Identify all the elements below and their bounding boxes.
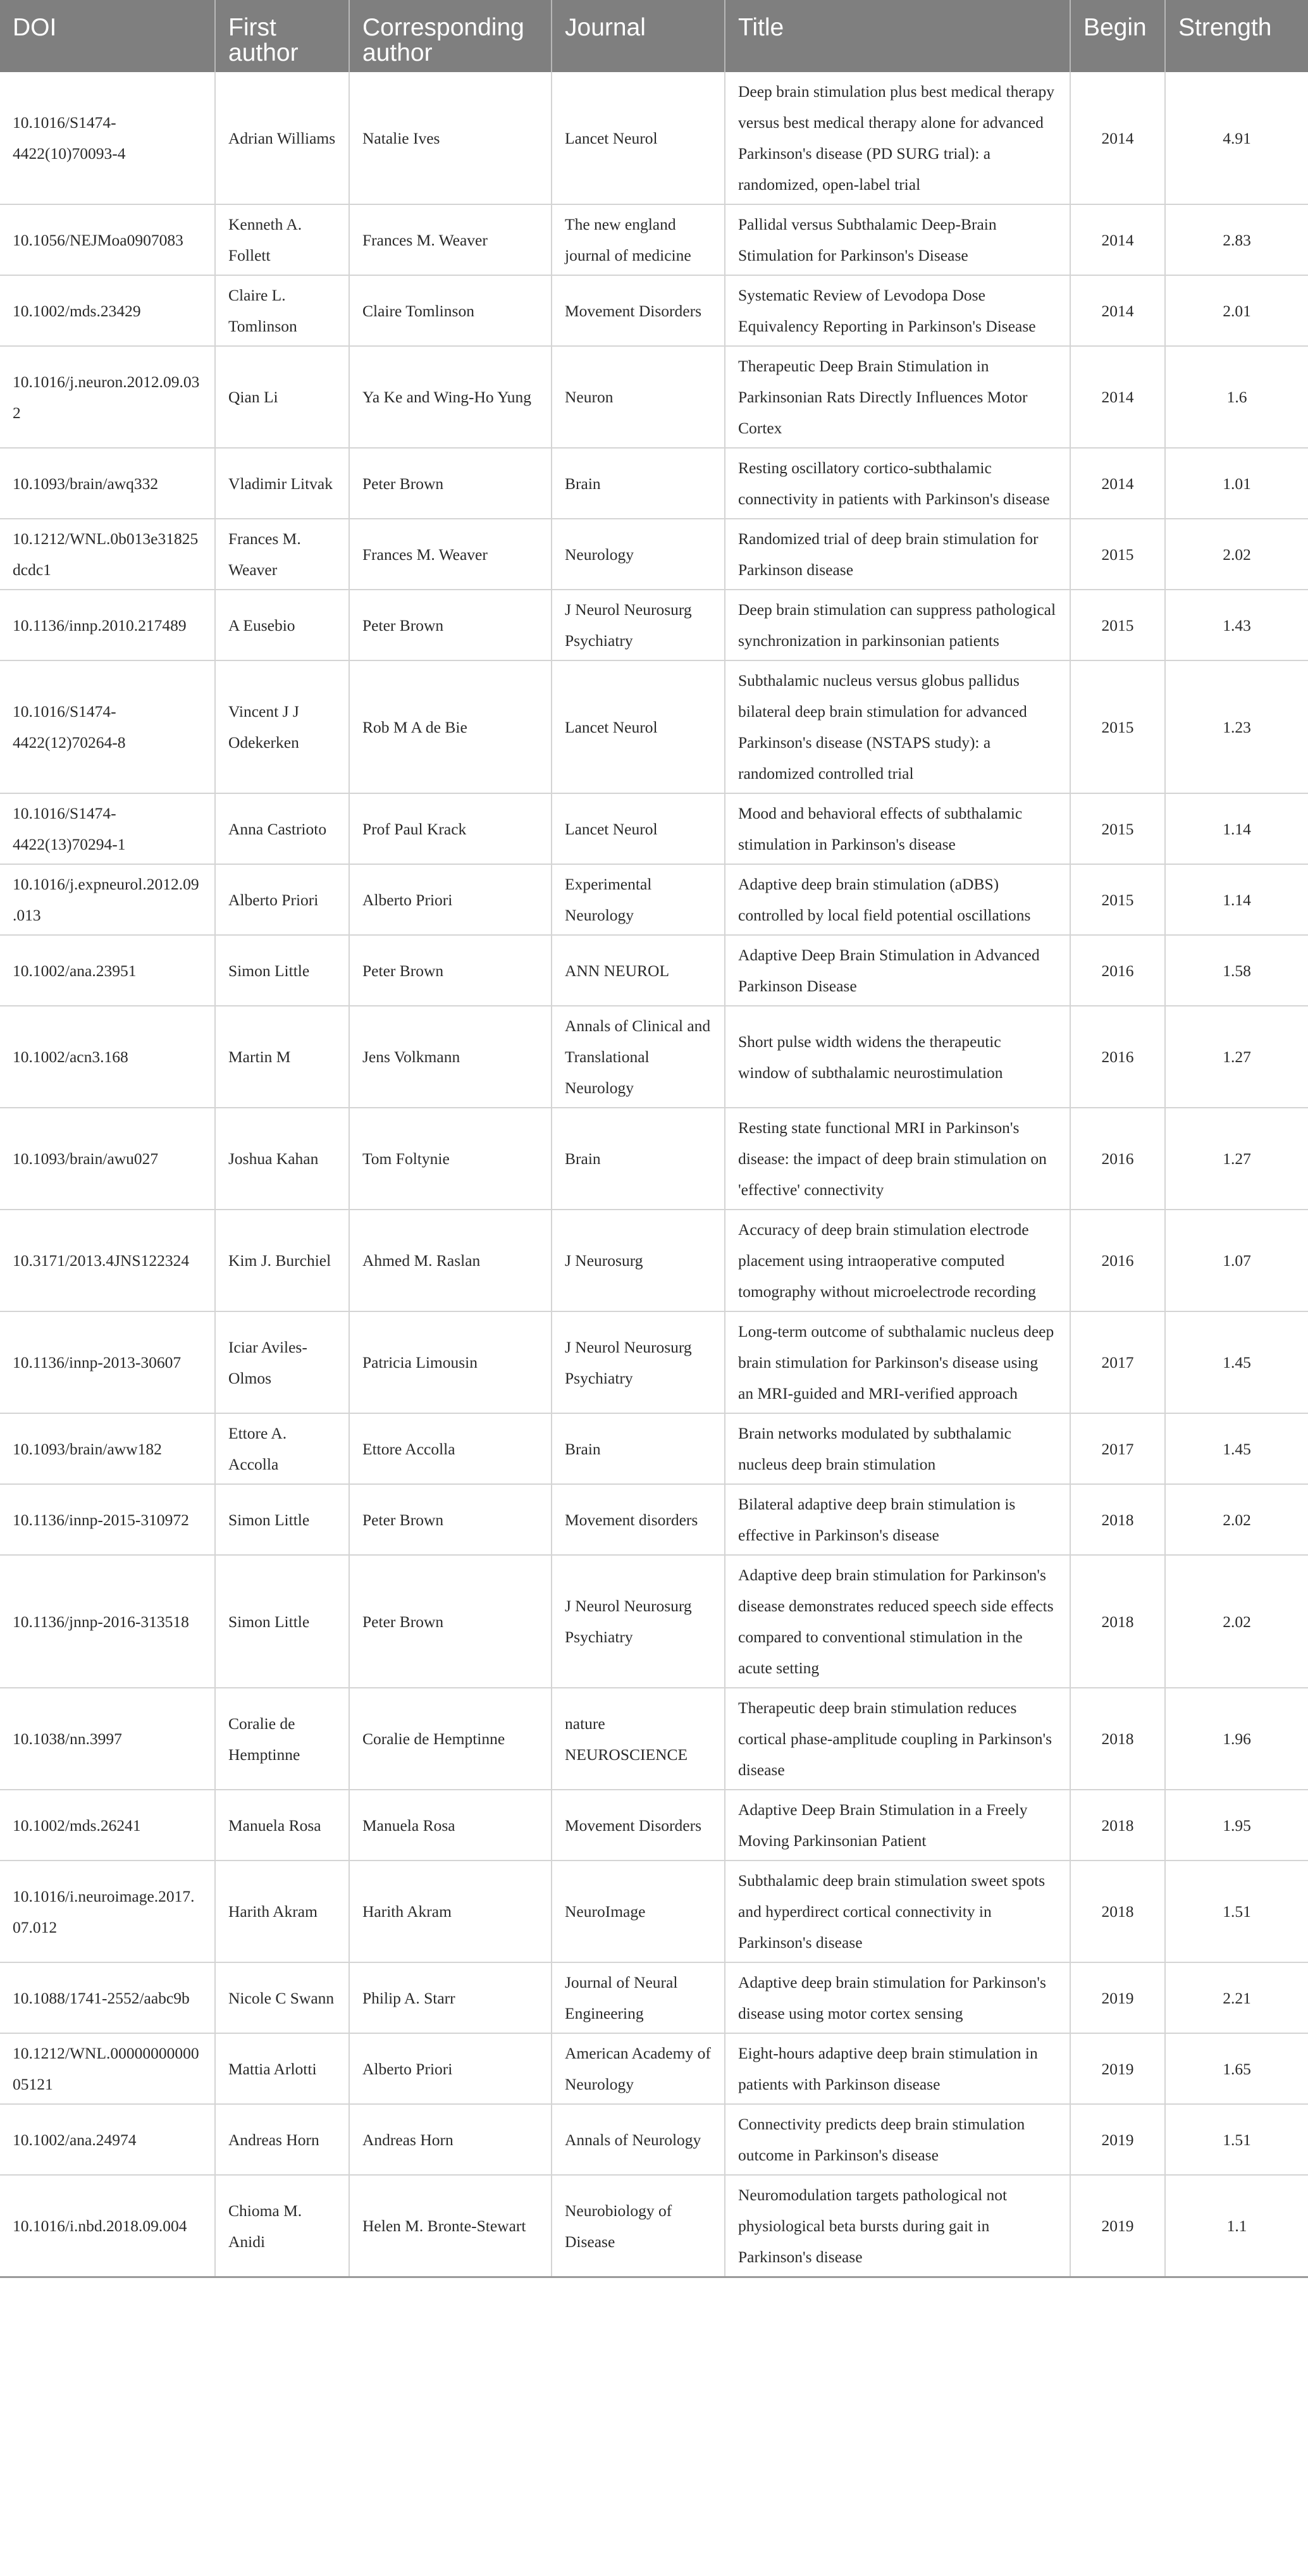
cell-corresponding-author: Philip A. Starr [349,1962,552,2033]
cell-title: Resting oscillatory cortico-subthalamic connectivity in patients with Parkinson's disease [725,448,1070,519]
cell-begin: 2017 [1070,1413,1165,1484]
cell-journal: Brain [552,448,725,519]
cell-first-author: Vladimir Litvak [215,448,349,519]
cell-strength: 2.02 [1165,519,1308,590]
cell-title: Systematic Review of Levodopa Dose Equivalency Reporting in Parkinson's Disease [725,275,1070,346]
cell-corresponding-author: Peter Brown [349,1555,552,1688]
table-row [0,1210,1308,1311]
cell-doi: 10.1136/innp-2013-30607 [0,1311,215,1413]
cell-corresponding-author: Peter Brown [349,448,552,519]
cell-title: Randomized trial of deep brain stimulation for Parkinson disease [725,519,1070,590]
column-header-strength: Strength [1165,0,1308,72]
cell-doi: 10.3171/2013.4JNS122324 [0,1210,215,1311]
table-row [0,72,1308,204]
cell-title: Deep brain stimulation can suppress pathological synchronization in parkinsonian patients [725,590,1070,660]
cell-first-author: Simon Little [215,1555,349,1688]
cell-journal: Experimental Neurology [552,864,725,935]
cell-doi: 10.1212/WNL.0b013e31825dcdc1 [0,519,215,590]
cell-corresponding-author: Alberto Priori [349,864,552,935]
cell-doi: 10.1093/brain/awq332 [0,448,215,519]
cell-title: Long-term outcome of subthalamic nucleus deep brain stimulation for Parkinson's disease using an MRI-guided and MRI-verified approach [725,1311,1070,1413]
column-header-title: Title [725,0,1070,72]
cell-doi: 10.1016/i.nbd.2018.09.004 [0,2175,215,2277]
cell-strength: 1.6 [1165,346,1308,448]
cell-doi: 10.1002/ana.24974 [0,2104,215,2175]
table-row [0,590,1308,660]
cell-corresponding-author: Ettore Accolla [349,1413,552,1484]
cell-doi: 10.1016/S1474-4422(12)70264-8 [0,660,215,793]
cell-title: Resting state functional MRI in Parkinson's disease: the impact of deep brain stimulation on 'effective' connectivity [725,1108,1070,1210]
cell-first-author: Joshua Kahan [215,1108,349,1210]
cell-doi: 10.1016/j.expneurol.2012.09.013 [0,864,215,935]
cell-corresponding-author: Ya Ke and Wing-Ho Yung [349,346,552,448]
table-row [0,2104,1308,2175]
header-row [0,0,1308,72]
column-header-first-author: First author [215,0,349,72]
cell-strength: 1.45 [1165,1413,1308,1484]
table-header [0,0,1308,72]
table-row [0,1688,1308,1790]
cell-title: Subthalamic nucleus versus globus pallidus bilateral deep brain stimulation for advanced Parkinson's disease (NSTAPS study): a randomized controlled trial [725,660,1070,793]
cell-first-author: Adrian Williams [215,72,349,204]
cell-begin: 2016 [1070,1210,1165,1311]
cell-corresponding-author: Coralie de Hemptinne [349,1688,552,1790]
column-header-corresponding-author: Corresponding author [349,0,552,72]
cell-first-author: Alberto Priori [215,864,349,935]
cell-strength: 1.58 [1165,935,1308,1006]
cell-begin: 2019 [1070,1962,1165,2033]
cell-begin: 2014 [1070,275,1165,346]
cell-strength: 1.45 [1165,1311,1308,1413]
cell-strength: 1.43 [1165,590,1308,660]
cell-journal: J Neurol Neurosurg Psychiatry [552,590,725,660]
table-row [0,660,1308,793]
cell-journal: Neuron [552,346,725,448]
cell-corresponding-author: Prof Paul Krack [349,793,552,864]
table-row [0,1555,1308,1688]
cell-first-author: Iciar Aviles-Olmos [215,1311,349,1413]
cell-journal: Lancet Neurol [552,72,725,204]
cell-first-author: Ettore A. Accolla [215,1413,349,1484]
cell-first-author: Andreas Horn [215,2104,349,2175]
cell-strength: 1.27 [1165,1108,1308,1210]
cell-strength: 1.01 [1165,448,1308,519]
cell-journal: Movement Disorders [552,1790,725,1861]
table-row [0,519,1308,590]
cell-first-author: Simon Little [215,1484,349,1555]
cell-first-author: Coralie de Hemptinne [215,1688,349,1790]
cell-doi: 10.1093/brain/aww182 [0,1413,215,1484]
cell-doi: 10.1212/WNL.0000000000005121 [0,2033,215,2104]
cell-strength: 2.83 [1165,204,1308,275]
cell-corresponding-author: Helen M. Bronte-Stewart [349,2175,552,2277]
cell-corresponding-author: Claire Tomlinson [349,275,552,346]
cell-first-author: Qian Li [215,346,349,448]
cell-doi: 10.1002/ana.23951 [0,935,215,1006]
cell-corresponding-author: Harith Akram [349,1861,552,1962]
cell-journal: NeuroImage [552,1861,725,1962]
column-header-journal: Journal [552,0,725,72]
cell-begin: 2014 [1070,346,1165,448]
cell-title: Therapeutic deep brain stimulation reduces cortical phase-amplitude coupling in Parkinson's disease [725,1688,1070,1790]
cell-journal: Lancet Neurol [552,793,725,864]
cell-corresponding-author: Peter Brown [349,1484,552,1555]
cell-title: Adaptive Deep Brain Stimulation in a Freely Moving Parkinsonian Patient [725,1790,1070,1861]
cell-title: Accuracy of deep brain stimulation electrode placement using intraoperative computed tomography without microelectrode recording [725,1210,1070,1311]
cell-strength: 1.65 [1165,2033,1308,2104]
cell-title: Short pulse width widens the therapeutic window of subthalamic neurostimulation [725,1006,1070,1108]
cell-strength: 1.51 [1165,1861,1308,1962]
cell-doi: 10.1016/i.neuroimage.2017.07.012 [0,1861,215,1962]
cell-doi: 10.1016/j.neuron.2012.09.032 [0,346,215,448]
cell-strength: 1.51 [1165,2104,1308,2175]
cell-first-author: Manuela Rosa [215,1790,349,1861]
cell-corresponding-author: Patricia Limousin [349,1311,552,1413]
cell-title: Bilateral adaptive deep brain stimulation is effective in Parkinson's disease [725,1484,1070,1555]
cell-journal: Brain [552,1108,725,1210]
cell-journal: Neurology [552,519,725,590]
cell-strength: 2.01 [1165,275,1308,346]
table-row [0,864,1308,935]
table-row [0,2175,1308,2277]
cell-begin: 2016 [1070,1108,1165,1210]
cell-begin: 2019 [1070,2033,1165,2104]
cell-begin: 2015 [1070,793,1165,864]
table-row [0,1484,1308,1555]
cell-corresponding-author: Alberto Priori [349,2033,552,2104]
cell-doi: 10.1016/S1474-4422(10)70093-4 [0,72,215,204]
cell-corresponding-author: Natalie Ives [349,72,552,204]
cell-begin: 2015 [1070,864,1165,935]
cell-begin: 2014 [1070,72,1165,204]
table-row [0,1790,1308,1861]
cell-journal: Movement disorders [552,1484,725,1555]
cell-first-author: Mattia Arlotti [215,2033,349,2104]
table-row [0,1962,1308,2033]
cell-doi: 10.1136/jnnp-2016-313518 [0,1555,215,1688]
table-row [0,793,1308,864]
cell-first-author: Claire L. Tomlinson [215,275,349,346]
cell-strength: 1.07 [1165,1210,1308,1311]
cell-begin: 2015 [1070,519,1165,590]
cell-strength: 2.21 [1165,1962,1308,2033]
cell-begin: 2015 [1070,660,1165,793]
cell-corresponding-author: Peter Brown [349,590,552,660]
column-header-begin: Begin [1070,0,1165,72]
cell-strength: 1.1 [1165,2175,1308,2277]
cell-journal: ANN NEUROL [552,935,725,1006]
cell-journal: Lancet Neurol [552,660,725,793]
cell-first-author: Nicole C Swann [215,1962,349,2033]
cell-begin: 2018 [1070,1484,1165,1555]
cell-begin: 2017 [1070,1311,1165,1413]
cell-journal: Brain [552,1413,725,1484]
cell-journal: Journal of Neural Engineering [552,1962,725,2033]
cell-strength: 4.91 [1165,72,1308,204]
cell-title: Adaptive deep brain stimulation for Parkinson's disease demonstrates reduced speech side effects compared to conventional stimulation in the acute setting [725,1555,1070,1688]
cell-journal: American Academy of Neurology [552,2033,725,2104]
cell-title: Neuromodulation targets pathological not physiological beta bursts during gait in Parkinson's disease [725,2175,1070,2277]
cell-begin: 2014 [1070,204,1165,275]
cell-first-author: Chioma M. Anidi [215,2175,349,2277]
cell-journal: Annals of Neurology [552,2104,725,2175]
table-row [0,935,1308,1006]
cell-doi: 10.1038/nn.3997 [0,1688,215,1790]
cell-first-author: Kim J. Burchiel [215,1210,349,1311]
cell-corresponding-author: Jens Volkmann [349,1006,552,1108]
cell-corresponding-author: Rob M A de Bie [349,660,552,793]
cell-journal: J Neurol Neurosurg Psychiatry [552,1555,725,1688]
cell-doi: 10.1136/innp.2010.217489 [0,590,215,660]
cell-corresponding-author: Peter Brown [349,935,552,1006]
cell-begin: 2019 [1070,2104,1165,2175]
cell-first-author: Simon Little [215,935,349,1006]
table-row [0,204,1308,275]
table-row [0,1006,1308,1108]
cell-title: Adaptive deep brain stimulation for Parkinson's disease using motor cortex sensing [725,1962,1070,2033]
cell-title: Eight-hours adaptive deep brain stimulation in patients with Parkinson disease [725,2033,1070,2104]
cell-journal: nature NEUROSCIENCE [552,1688,725,1790]
cell-strength: 2.02 [1165,1484,1308,1555]
table-row [0,346,1308,448]
cell-strength: 1.23 [1165,660,1308,793]
cell-title: Brain networks modulated by subthalamic nucleus deep brain stimulation [725,1413,1070,1484]
cell-first-author: Vincent J J Odekerken [215,660,349,793]
cell-corresponding-author: Tom Foltynie [349,1108,552,1210]
cell-begin: 2018 [1070,1790,1165,1861]
cell-title: Therapeutic Deep Brain Stimulation in Parkinsonian Rats Directly Influences Motor Cortex [725,346,1070,448]
cell-strength: 1.14 [1165,793,1308,864]
cell-strength: 1.95 [1165,1790,1308,1861]
table-row [0,448,1308,519]
cell-doi: 10.1093/brain/awu027 [0,1108,215,1210]
cell-journal: Annals of Clinical and Translational Neurology [552,1006,725,1108]
cell-first-author: Kenneth A. Follett [215,204,349,275]
cell-first-author: A Eusebio [215,590,349,660]
table-body [0,72,1308,2277]
cell-first-author: Anna Castrioto [215,793,349,864]
cell-doi: 10.1088/1741-2552/aabc9b [0,1962,215,2033]
cell-strength: 1.14 [1165,864,1308,935]
table-row [0,2033,1308,2104]
cell-corresponding-author: Manuela Rosa [349,1790,552,1861]
cell-begin: 2014 [1070,448,1165,519]
cell-title: Adaptive deep brain stimulation (aDBS) controlled by local field potential oscillations [725,864,1070,935]
cell-title: Adaptive Deep Brain Stimulation in Advanced Parkinson Disease [725,935,1070,1006]
cell-corresponding-author: Ahmed M. Raslan [349,1210,552,1311]
cell-journal: Movement Disorders [552,275,725,346]
table-row [0,1861,1308,1962]
cell-begin: 2016 [1070,935,1165,1006]
table-row [0,1108,1308,1210]
cell-first-author: Martin M [215,1006,349,1108]
table-row [0,1311,1308,1413]
cell-begin: 2016 [1070,1006,1165,1108]
cell-strength: 2.02 [1165,1555,1308,1688]
cell-title: Subthalamic deep brain stimulation sweet spots and hyperdirect cortical connectivity in Parkinson's disease [725,1861,1070,1962]
cell-doi: 10.1002/acn3.168 [0,1006,215,1108]
cell-title: Deep brain stimulation plus best medical therapy versus best medical therapy alone for advanced Parkinson's disease (PD SURG trial): a randomized, open-label trial [725,72,1070,204]
cell-begin: 2018 [1070,1688,1165,1790]
cell-doi: 10.1136/innp-2015-310972 [0,1484,215,1555]
cell-doi: 10.1002/mds.23429 [0,275,215,346]
cell-title: Mood and behavioral effects of subthalamic stimulation in Parkinson's disease [725,793,1070,864]
cell-begin: 2018 [1070,1555,1165,1688]
cell-first-author: Frances M. Weaver [215,519,349,590]
table-row [0,275,1308,346]
cell-strength: 1.27 [1165,1006,1308,1108]
cell-strength: 1.96 [1165,1688,1308,1790]
cell-first-author: Harith Akram [215,1861,349,1962]
cell-begin: 2018 [1070,1861,1165,1962]
cell-begin: 2019 [1070,2175,1165,2277]
cell-journal: J Neurosurg [552,1210,725,1311]
cell-corresponding-author: Frances M. Weaver [349,519,552,590]
cell-journal: J Neurol Neurosurg Psychiatry [552,1311,725,1413]
cell-doi: 10.1056/NEJMoa0907083 [0,204,215,275]
cell-journal: Neurobiology of Disease [552,2175,725,2277]
cell-doi: 10.1016/S1474-4422(13)70294-1 [0,793,215,864]
cell-doi: 10.1002/mds.26241 [0,1790,215,1861]
cell-journal: The new england journal of medicine [552,204,725,275]
cell-corresponding-author: Andreas Horn [349,2104,552,2175]
column-header-doi: DOI [0,0,215,72]
cell-title: Pallidal versus Subthalamic Deep-Brain Stimulation for Parkinson's Disease [725,204,1070,275]
table-row [0,1413,1308,1484]
cell-corresponding-author: Frances M. Weaver [349,204,552,275]
cell-begin: 2015 [1070,590,1165,660]
cell-title: Connectivity predicts deep brain stimulation outcome in Parkinson's disease [725,2104,1070,2175]
